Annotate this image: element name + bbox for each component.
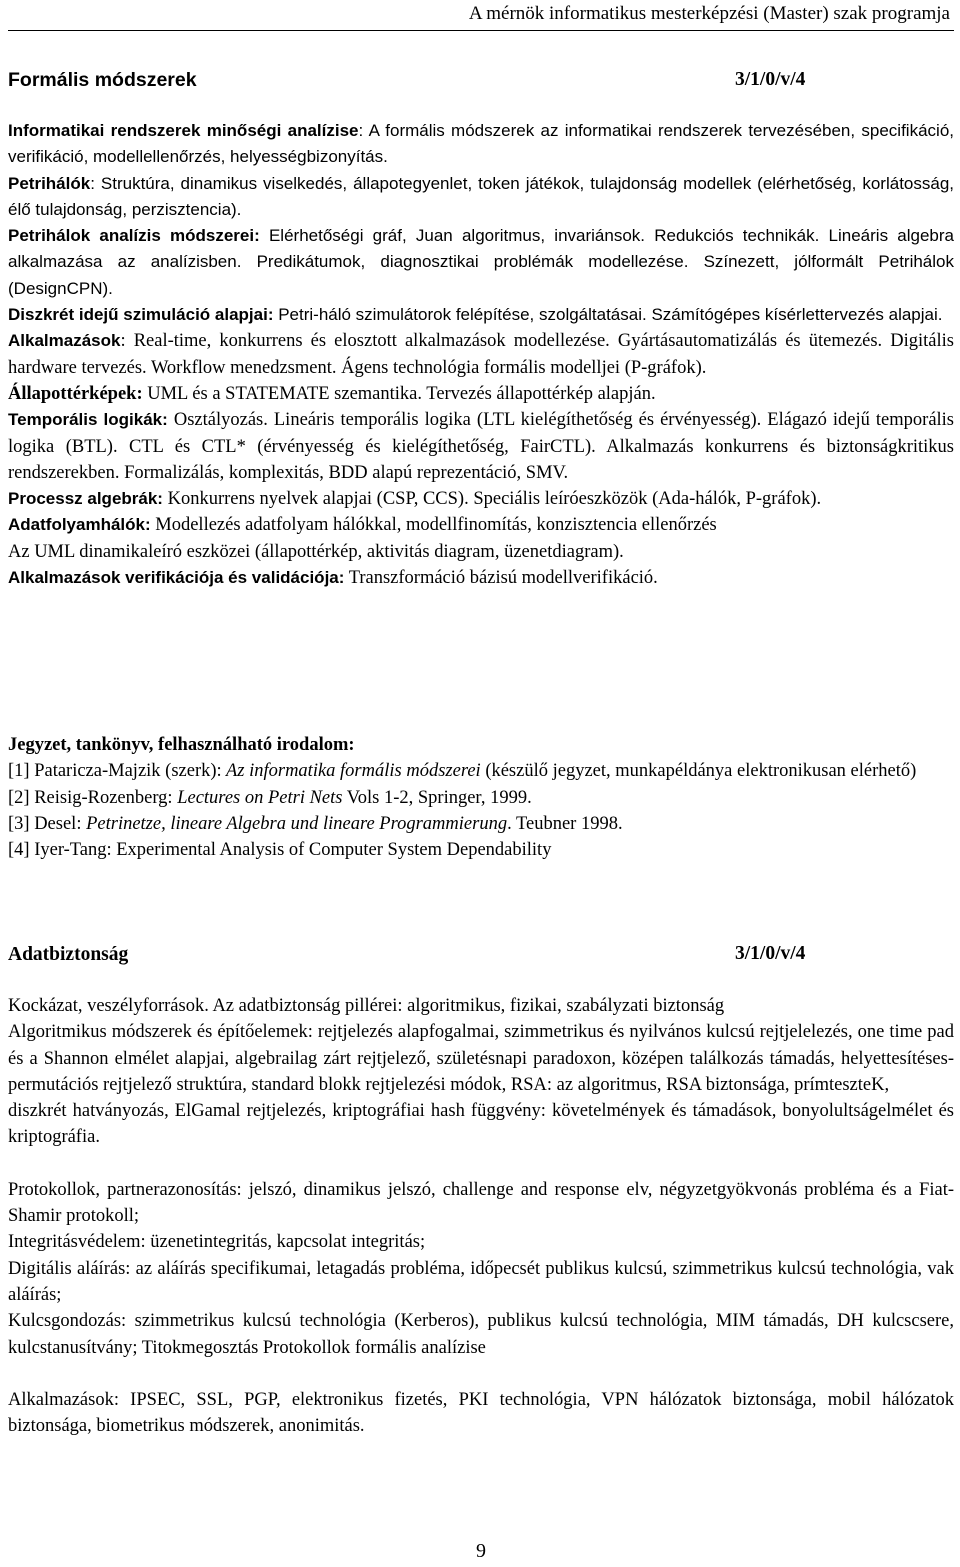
paragraph: Digitális aláírás: az aláírás specifikumai, letagadás probléma, időpecsét publikus kulcsú, szimmetrikus kulcsú technológia, vak aláírás; [8, 1258, 954, 1305]
topic-text: : A formális módszerek az informatikai rendszerek tervezésében, specifikáció, verifikáció, modellellenőrzés, helyességbizonyítás. [8, 121, 954, 167]
course-title-row [8, 942, 954, 966]
course-code: 3/1/0/v/4 [735, 943, 806, 964]
ref-title: Petrinetze, lineare Algebra und lineare Programmierung [86, 813, 508, 834]
topic-label: Informatikai rendszerek minőségi analízise [8, 121, 359, 140]
topic-label: Temporális logikák: [8, 410, 168, 430]
topic-label: Alkalmazások verifikációja és validációja: [8, 568, 345, 588]
topic-text: Petri-háló szimulátorok felépítése, szolgáltatásai. [273, 305, 647, 325]
topic-text: Konkurrens nyelvek alapjai (CSP, CCS). Speciális leíróeszközök (Ada-hálók, P-gráfok). [162, 489, 822, 510]
topic-text: Modellezés adatfolyam hálókkal, modellfinomítás, konzisztencia ellenőrzés [150, 515, 717, 536]
reference-item [8, 785, 954, 811]
topic-text: Számítógépes kísérlettervezés alapjai. [646, 305, 943, 325]
course-adatbiztonsag [8, 942, 954, 966]
references [8, 732, 954, 863]
course-title-row [8, 68, 954, 92]
paragraph: Alkalmazások: IPSEC, SSL, PGP, elektronikus fizetés, PKI technológia, VPN hálózatok biztonsága, mobil hálózatok biztonsága, biometrikus módszerek, anonimitás. [8, 1389, 954, 1437]
reference-item [8, 811, 954, 837]
topic-text: Lineáris temporális logika (LTL kielégíthetőség és érvényesség). Elágazó idejű temporális logika (BTL). CTL és CTL* (érvényesség és kielégíthetőség, FairCTL). Alkalmazás konkurrens és biztonságkritikus rendszerekben. Formalizálás, komplexitás, BDD alapú reprezentáció, SMV. [8, 410, 955, 483]
paragraph [8, 512, 954, 538]
paragraph: Az UML dinamikaleíró eszközei (állapottérkép, aktivitás diagram, üzenetdiagram). [8, 541, 624, 562]
references-heading: Jegyzet, tankönyv, felhasználható irodalom: [8, 735, 355, 755]
course-code: 3/1/0/v/4 [735, 69, 806, 90]
topic-text: Tervezés állapottérkép alapján. [422, 383, 656, 404]
course-formalis-modszerek [8, 68, 954, 92]
reference-item: [4] Iyer-Tang: Experimental Analysis of Computer System Dependability [8, 840, 552, 861]
running-header: A mérnök informatikus mesterképzési (Master) szak programja [468, 3, 950, 24]
ref-note: (készülő jegyzet, munkapéldánya elektronikusan elérhető) [480, 761, 917, 782]
paragraph [8, 118, 954, 171]
paragraph [8, 486, 954, 512]
paragraph: Integritásvédelem: üzenetintegritás, kapcsolat integritás; [8, 1232, 426, 1253]
paragraph [8, 565, 954, 591]
page-number: 9 [476, 1540, 486, 1562]
topic-label: Petrihálok analízis módszerei: [8, 226, 260, 246]
paragraph: Algoritmikus módszerek és építőelemek: rejtjelezés alapfogalmai, szimmetrikus és nyilvános kulcsú rejtjelelezés, one time pad és a Shannon elmélet alapjai, algebrailag zárt rejtjelező, születésnapi paradoxon, középen találkozás támadás, helyettesítéses-permutációs rejtjelező struktúra, standard blokk rejtjelezési módok, RSA: az algoritmus, RSA biztonsága, prímteszteK, [8, 1022, 954, 1095]
paragraph [8, 171, 954, 224]
paragraph [8, 302, 954, 328]
ref-title: Az informatika formális módszerei [221, 761, 481, 782]
paragraph: Protokollok, partnerazonosítás: jelszó, dinamikus jelszó, challenge and response elv, négyzetgyökvonás probléma és a Fiat-Shamir protokoll; [8, 1179, 954, 1227]
header-rule [8, 30, 954, 31]
course-description [8, 118, 954, 591]
course-title: Adatbiztonság [8, 944, 129, 965]
topic-text: Elérhetőségi gráf, Juan algoritmus, invariánsok. [259, 226, 646, 246]
paragraph [8, 407, 954, 486]
paragraph: Kockázat, veszélyforrások. Az adatbiztonság pillérei: algoritmikus, fizikai, szabályzati biztonság [8, 996, 725, 1016]
reference-item [8, 758, 954, 784]
topic-label: Diszkrét idejű szimuláció alapjai: [8, 305, 274, 325]
ref-author: [2] Reisig-Rozenberg: [8, 787, 178, 808]
topic-text: UML és a STATEMATE szemantika. [142, 383, 423, 404]
ref-title: Lectures on Petri Nets [177, 787, 343, 808]
course-description [8, 993, 954, 1439]
ref-note: Vols 1-2, Springer, 1999. [342, 787, 532, 808]
topic-label: Petrihálók [8, 173, 91, 193]
topic-label: Processz algebrák: [8, 489, 163, 509]
ref-author: [1] Pataricza-Majzik (szerk): [8, 761, 222, 782]
topic-text: : Struktúra, dinamikus viselkedés, állapotegyenlet, token játékok, tulajdonság modellek (elérhetőség, korlátosság, élő tulajdonság, perzisztencia). [8, 173, 954, 219]
topic-label: Alkalmazások [8, 331, 121, 351]
topic-text: : Real-time, konkurrens és elosztott alkalmazások modellezése. [120, 331, 610, 352]
ref-author: [3] Desel: [8, 813, 87, 834]
topic-text: Redukciós technikák. Lineáris algebra alkalmazása az analízisben. Predikátumok, diagnosztikai problémák modellezése. Színezett, jólformált Petrihálok (DesignCPN). [8, 226, 954, 298]
topic-label: Adatfolyamhálók: [8, 515, 151, 535]
course-title: Formális módszerek [8, 69, 197, 91]
topic-text: Osztályozás. [167, 410, 268, 431]
topic-text: Gyártásautomatizálás és ütemezés. Digitális hardware tervezés. Workflow menedzsment. Ágens technológia formális modelljei (P-gráfok). [8, 331, 954, 378]
paragraph: diszkrét hatványozás, ElGamal rejtjelezés, kriptográfiai hash függvény: követelmények és támadások, bonyolultságelmélet és kriptográfia. [8, 1101, 954, 1148]
paragraph [8, 381, 954, 407]
topic-label: Állapottérképek: [8, 383, 143, 404]
paragraph [8, 223, 954, 302]
topic-text: Transzformáció bázisú modellverifikáció. [344, 568, 658, 589]
paragraph: Kulcsgondozás: szimmetrikus kulcsú technológia (Kerberos), publikus kulcsú technológia, MIM támadás, DH kulcscsere, kulcstanusítvány; Titokmegosztás Protokollok formális analízise [8, 1311, 954, 1358]
paragraph [8, 328, 954, 381]
ref-note: . Teubner 1998. [507, 813, 623, 834]
